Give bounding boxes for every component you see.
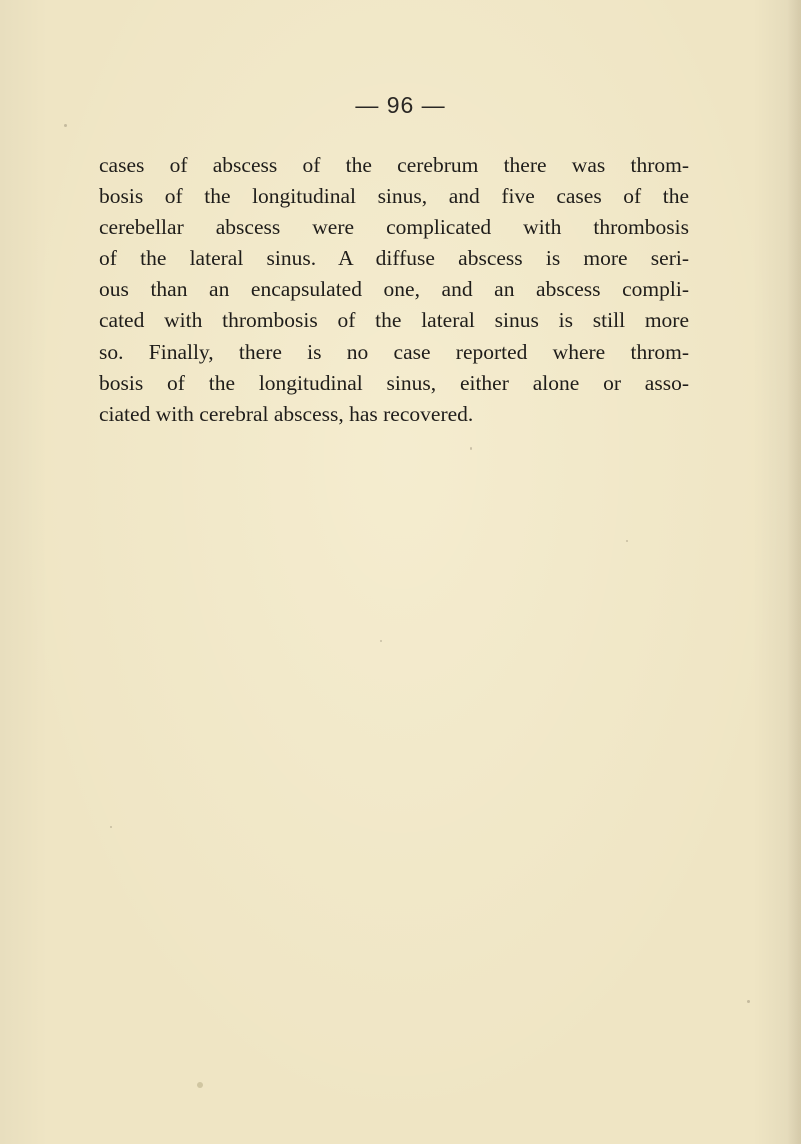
paper-speck xyxy=(197,1082,203,1088)
paper-speck xyxy=(64,124,67,127)
page-number: — 96 — xyxy=(355,92,446,118)
text-line: of the lateral sinus. A diffuse abscess is more seri- xyxy=(99,246,689,271)
text-line: so. Finally, there is no case reported where throm- xyxy=(99,339,689,364)
paper-speck xyxy=(747,1000,750,1003)
text-line: ous than an encapsulated one, and an abscess compli- xyxy=(99,277,689,302)
paper-speck xyxy=(470,447,472,450)
body-paragraph xyxy=(99,150,689,430)
paper-speck xyxy=(380,640,382,642)
paper-speck xyxy=(626,540,628,542)
text-line: cated with thrombosis of the lateral sinus is still more xyxy=(99,308,689,333)
text-line: bosis of the longitudinal sinus, and five cases of the xyxy=(99,184,689,209)
page-edge-shadow xyxy=(787,0,801,1144)
text-line: cerebellar abscess were complicated with thrombosis xyxy=(99,215,689,240)
text-line: bosis of the longitudinal sinus, either alone or asso- xyxy=(99,370,689,395)
text-line: ciated with cerebral abscess, has recovered. xyxy=(99,401,474,426)
paper-speck xyxy=(110,826,112,828)
paper-speck xyxy=(254,412,256,414)
text-line: cases of abscess of the cerebrum there was throm- xyxy=(99,153,689,177)
